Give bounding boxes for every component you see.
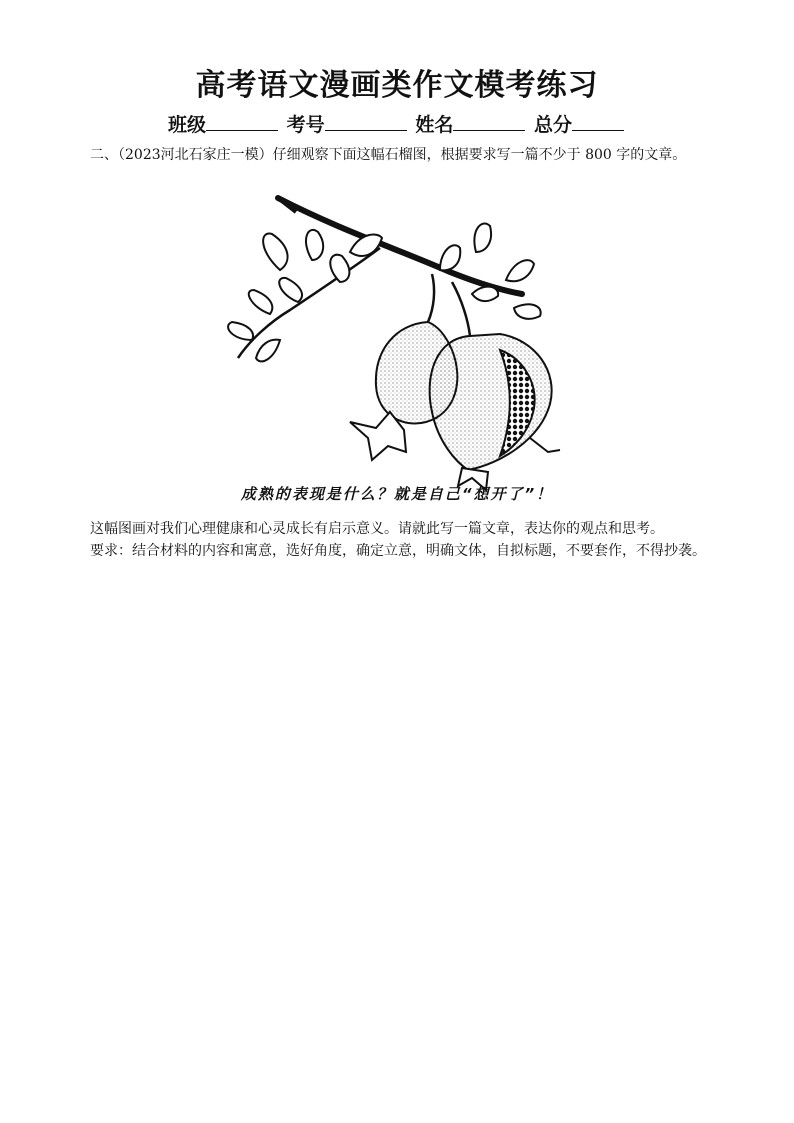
class-blank bbox=[206, 112, 278, 131]
score-blank bbox=[572, 112, 624, 131]
instruction-paragraph: 这幅图画对我们心理健康和心灵成长有启示意义。请就此写一篇文章，表达你的观点和思考。 bbox=[90, 521, 664, 537]
question-prompt: 二、（2023河北石家庄一模）仔细观察下面这幅石榴图，根据要求写一篇不少于 800 字的文章。 bbox=[90, 147, 687, 163]
class-label: 班级 bbox=[168, 114, 207, 136]
requirements-paragraph: 要求：结合材料的内容和寓意，选好角度，确定立意，明确文体，自拟标题，不要套作，不得抄袭。 bbox=[90, 543, 706, 559]
open-pomegranate bbox=[430, 334, 560, 490]
exam-no-label: 考号 bbox=[286, 114, 325, 136]
pomegranate-illustration bbox=[200, 190, 600, 510]
score-label: 总分 bbox=[533, 114, 572, 136]
student-info-row bbox=[0, 110, 794, 137]
illustration-caption: 成熟的表现是什么？就是自己“想开了”！ bbox=[240, 485, 554, 503]
name-blank bbox=[453, 112, 525, 131]
exam-no-blank bbox=[325, 112, 407, 131]
page-title: 高考语文漫画类作文模考练习 bbox=[195, 68, 599, 103]
name-label: 姓名 bbox=[415, 114, 454, 136]
